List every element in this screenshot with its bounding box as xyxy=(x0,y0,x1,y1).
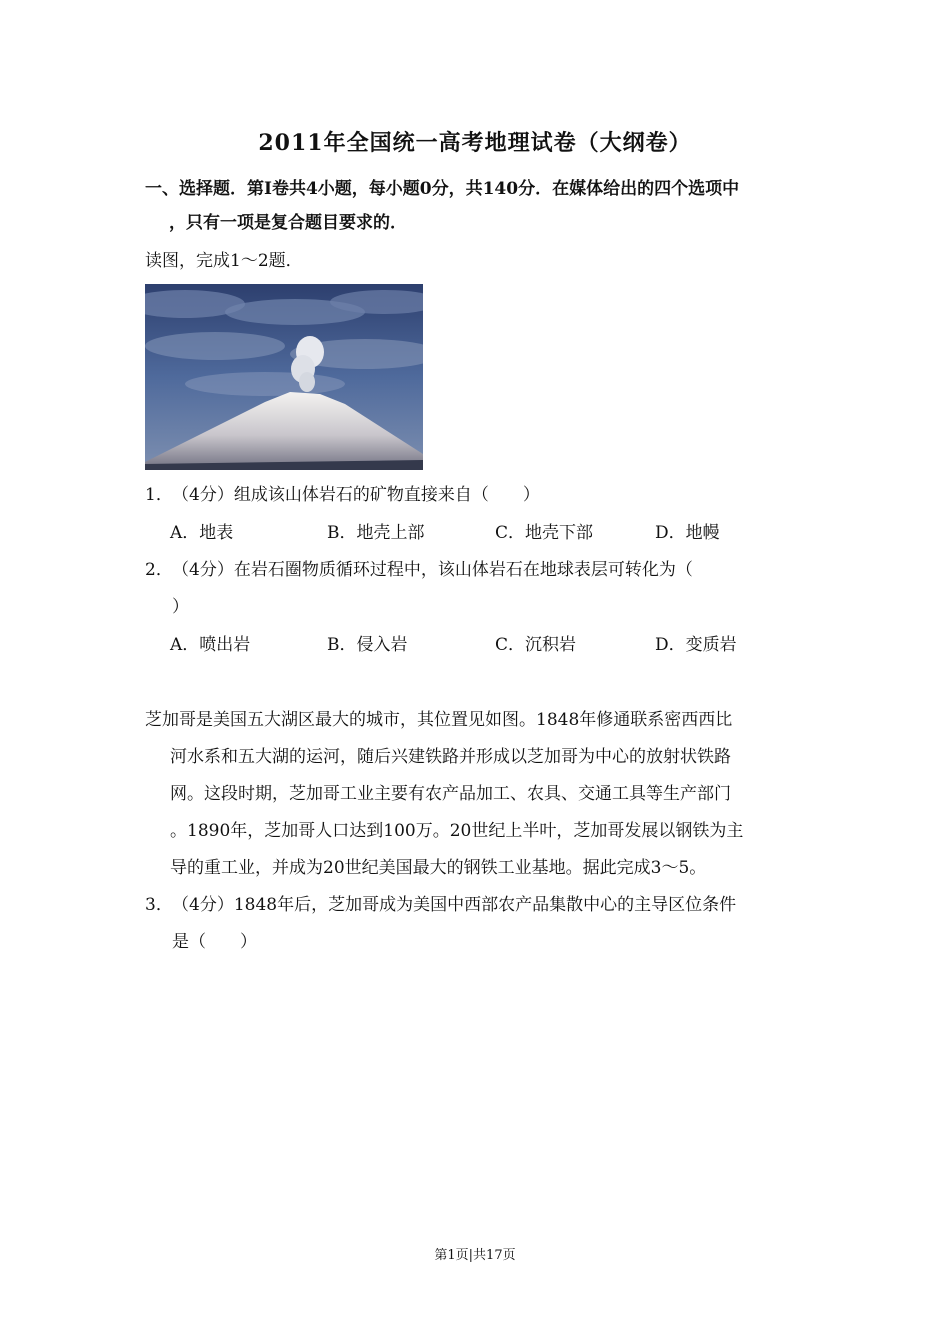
reading-passage xyxy=(145,702,815,887)
page-title: 2011年全国统一高考地理试卷（大纲卷） xyxy=(258,130,692,156)
passage-line: 网。这段时期，芝加哥工业主要有农产品加工、农具、交通工具等生产部门 xyxy=(170,784,731,804)
passage-line: 芝加哥是美国五大湖区最大的城市，其位置见如图。1848年修通联系密西西比 xyxy=(145,710,733,730)
volcano-photo xyxy=(145,284,423,470)
question-number: 1． xyxy=(145,485,173,505)
option-d: D．地幔 xyxy=(655,523,720,543)
option-a: A．地表 xyxy=(170,523,234,543)
question-number: 3． xyxy=(145,895,173,915)
question-text: （4分）1848年后，芝加哥成为美国中西部农产品集散中心的主导区位条件 xyxy=(172,895,737,915)
passage-line: 河水系和五大湖的运河，随后兴建铁路并形成以芝加哥为中心的放射状铁路 xyxy=(170,747,731,767)
option-b: B．地壳上部 xyxy=(327,523,425,543)
volcano-illustration xyxy=(145,284,423,470)
question-number: 2． xyxy=(145,560,173,580)
option-b: B．侵入岩 xyxy=(327,635,408,655)
section-heading-line1: 一、选择题．第Ⅰ卷共4小题，每小题0分，共140分．在媒体给出的四个选项中 xyxy=(145,179,740,199)
section-heading-line2: ，只有一项是复合题目要求的． xyxy=(169,213,407,233)
option-c: C．沉积岩 xyxy=(495,635,577,655)
question-1 xyxy=(145,478,815,512)
question-2-continuation: ） xyxy=(172,597,189,617)
intro-text: 读图，完成1～2题． xyxy=(145,251,303,271)
section-heading xyxy=(145,172,815,240)
page-footer: 第1页|共17页 xyxy=(434,1248,516,1263)
option-c: C．地壳下部 xyxy=(495,523,594,543)
passage-line: 。1890年，芝加哥人口达到100万。20世纪上半叶，芝加哥发展以钢铁为主 xyxy=(170,821,744,841)
question-text: （4分）在岩石圈物质循环过程中，该山体岩石在地球表层可转化为（ xyxy=(172,560,693,580)
passage-line: 导的重工业，并成为20世纪美国最大的钢铁工业基地。据此完成3～5。 xyxy=(170,858,707,878)
question-1-options xyxy=(170,516,810,550)
question-3-continuation: 是（ ） xyxy=(172,932,257,952)
question-2 xyxy=(145,553,815,587)
question-text: （4分）组成该山体岩石的矿物直接来自（ ） xyxy=(172,485,540,505)
question-3 xyxy=(145,888,815,922)
option-a: A．喷出岩 xyxy=(170,635,251,655)
option-d: D．变质岩 xyxy=(655,635,737,655)
question-2-options xyxy=(170,628,810,662)
